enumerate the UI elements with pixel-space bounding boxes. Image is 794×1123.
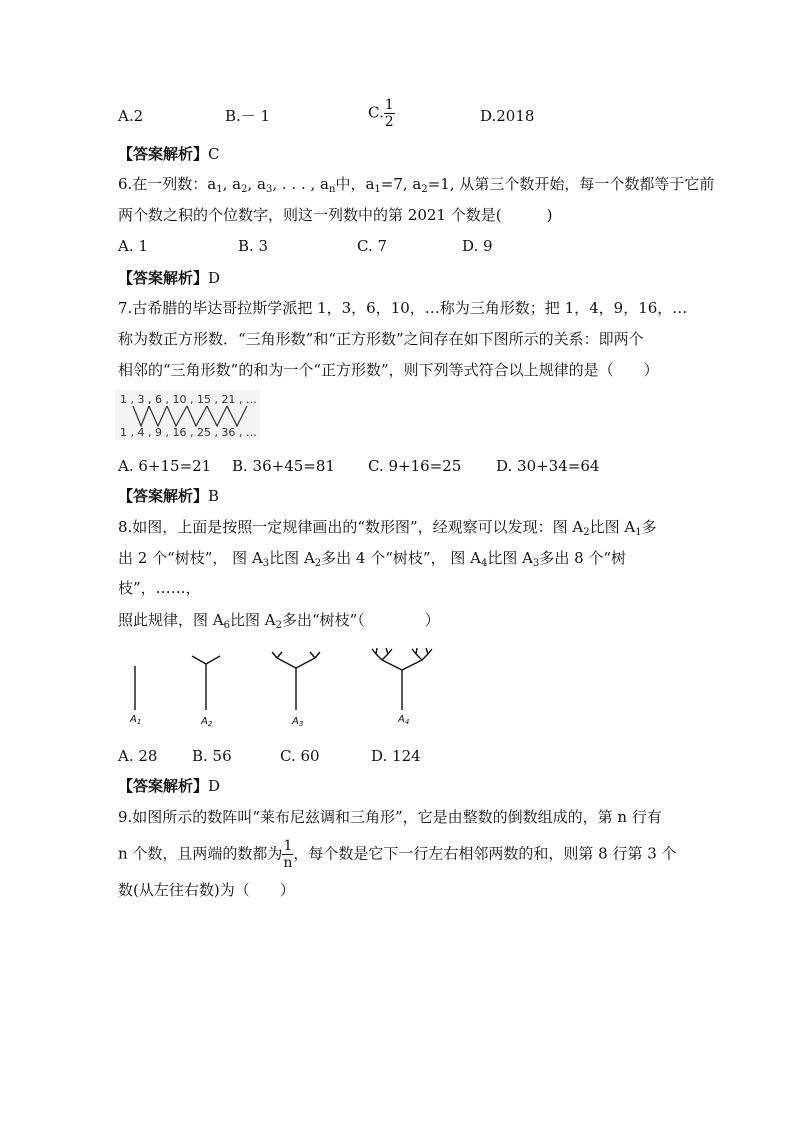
q5-option-c[interactable]: [368, 97, 395, 130]
tree-label-a3: $A_3$: [292, 716, 304, 728]
fraction-denominator: n: [283, 855, 293, 871]
q8-tree-figure: [120, 644, 450, 730]
q8-option-a[interactable]: A. 28: [118, 747, 158, 765]
q6-option-d[interactable]: D. 9: [462, 237, 493, 255]
q7-figure: [115, 390, 260, 440]
tree-a3: [272, 652, 320, 710]
q8-answer: [118, 776, 220, 796]
q9-line-2: n 个数，且两端的数都为 $\frac{1}{n}$ ，每个数是它下一行左右相邻两数的和，则第 8 行第 3 个: [118, 838, 677, 871]
q7-answer: [118, 486, 219, 506]
fraction-denominator: 2: [384, 114, 394, 130]
q8-option-d[interactable]: D. 124: [371, 747, 421, 765]
q5-option-b[interactable]: B.－ 1: [225, 107, 271, 125]
answer-value: D: [208, 777, 221, 795]
tree-a4: [372, 648, 432, 710]
q5-option-a[interactable]: A.2: [118, 107, 144, 125]
q7-line-3: 相邻的“三角形数”的和为一个“正方形数”，则下列等式符合以上规律的是（ ）: [118, 361, 659, 379]
answer-label: 【答案解析】: [118, 269, 209, 287]
q6-option-b[interactable]: B. 3: [238, 237, 269, 255]
q9-fraction: [282, 838, 293, 871]
answer-value: D: [208, 269, 221, 287]
q5-option-c-fraction: [384, 97, 395, 130]
q5-option-c-prefix: C.: [368, 103, 384, 122]
q8-option-b[interactable]: B. 56: [192, 747, 232, 765]
q8-line-4: 照此规律，图 $A_6$比图 $A_2$多出“树枝”（ ）: [118, 611, 440, 631]
tree-label-a1: $A_1$: [130, 714, 142, 726]
q9-line-3: 数(从左往右数)为（ ）: [118, 881, 295, 899]
q7-option-d[interactable]: D. 30+34=64: [496, 457, 600, 475]
tree-a2: [192, 656, 220, 710]
answer-value: B: [208, 487, 220, 505]
answer-label: 【答案解析】: [118, 145, 209, 163]
answer-label: 【答案解析】: [118, 777, 209, 795]
q6-line-1: 6.在一列数：$a_1$, $a_2$, $a_3$, . . . , $a_n$中，$a_1=7$, $a_2=1$, 从第三个数开始，每一个数都等于它前: [118, 175, 715, 195]
q8-line-1: 8.如图，上面是按照一定规律画出的“数形图”，经观察可以发现：图 $A_2$比图 $A_1$多: [118, 518, 657, 538]
q8-option-c[interactable]: C. 60: [280, 747, 320, 765]
answer-label: 【答案解析】: [118, 487, 209, 505]
q9-line-1: 9.如图所示的数阵叫“莱布尼兹调和三角形”，它是由整数的倒数组成的，第 n 行有: [118, 808, 662, 826]
q7-option-b[interactable]: B. 36+45=81: [232, 457, 335, 475]
answer-value: C: [208, 145, 220, 163]
q7-line-1: 7.古希腊的毕达哥拉斯学派把 1，3，6，10，…称为三角形数；把 1，4，9，16，…: [118, 299, 688, 317]
triangle-numbers-row: 1 , 3 , 6 , 10 , 15 , 21 , …: [120, 393, 257, 406]
q8-line-2: 出 2 个“树枝”， 图 $A_3$比图 $A_2$多出 4 个“树枝”， 图 $A_4$比图 $A_3$多出 8 个“树: [118, 549, 627, 569]
fraction-numerator: 1: [384, 97, 394, 113]
tree-label-a2: $A_2$: [201, 716, 213, 728]
square-numbers-row: 1 , 4 , 9 , 16 , 25 , 36 , …: [120, 426, 257, 439]
q7-option-c[interactable]: C. 9+16=25: [368, 457, 462, 475]
q8-line-3: 枝”，……，: [118, 579, 201, 597]
q5-answer: [118, 144, 220, 164]
tree-label-a4: $A_4$: [398, 714, 410, 726]
q6-option-c[interactable]: C. 7: [357, 237, 388, 255]
q6-answer: [118, 268, 220, 288]
q6-option-a[interactable]: A. 1: [118, 237, 148, 255]
q5-option-d[interactable]: D.2018: [480, 107, 535, 125]
q7-option-a[interactable]: A. 6+15=21: [118, 457, 212, 475]
fraction-numerator: 1: [283, 838, 293, 854]
q6-line-2: 两个数之积的个位数字，则这一列数中的第 2021 个数是( ): [118, 206, 553, 224]
q7-line-2: 称为数正方形数．“三角形数”和“正方形数”之间存在如下图所示的关系：即两个: [118, 330, 644, 348]
